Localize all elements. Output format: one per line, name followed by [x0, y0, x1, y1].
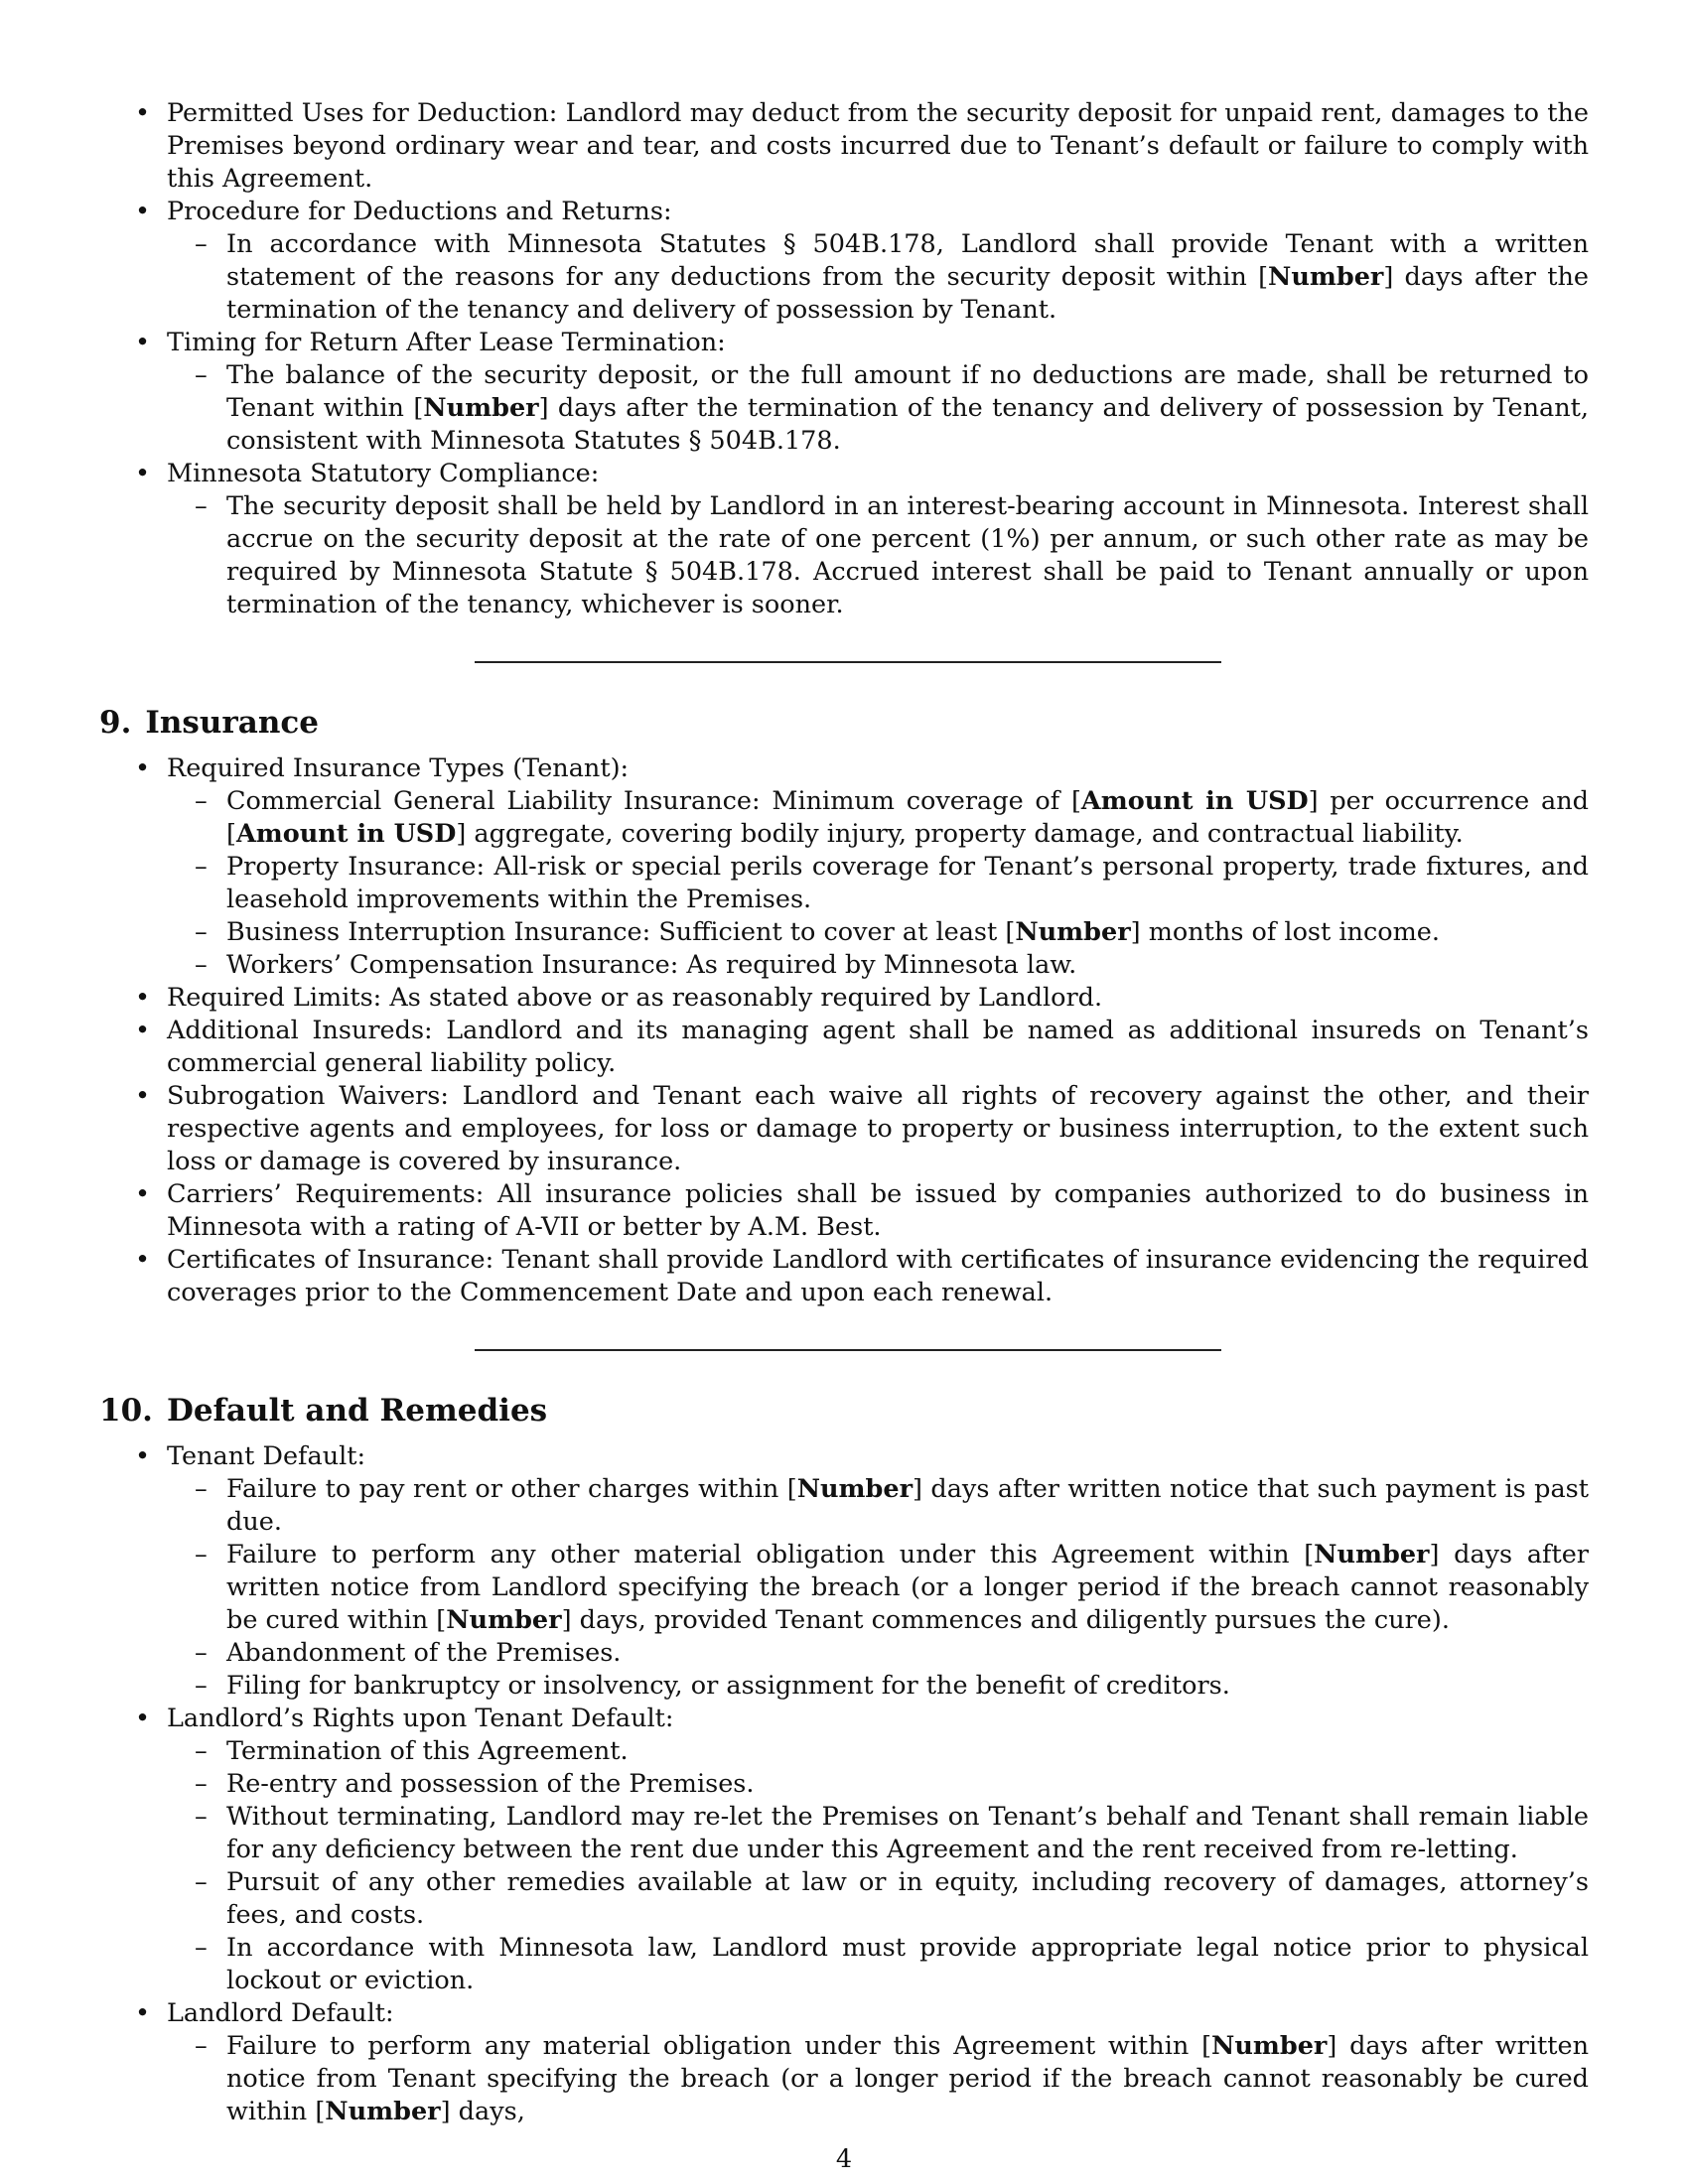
sub-list-item: – Re-entry and possession of the Premises. [167, 1768, 1589, 1801]
list-item: • Subrogation Waivers: Landlord and Tenant each waive all rights of recovery against the other, and their respective agents and employees, for loss or damage to property or business interruption, to the extent such loss or damage is covered by insurance. [99, 1080, 1589, 1178]
list-item: • Certificates of Insurance: Tenant shall provide Landlord with certificates of insurance evidencing the required coverages prior to the Commencement Date and upon each renewal. [99, 1244, 1589, 1309]
sub-list [167, 1735, 1589, 1997]
sub-list [167, 1473, 1589, 1703]
sub-list-item: – Failure to perform any other material obligation under this Agreement within [Number] days after written notice from Landlord specifying the breach (or a longer period if the breach cannot reasonably be cured within [Number] days, provided Tenant commences and diligently pursues the cure). [167, 1539, 1589, 1637]
list-item: • Permitted Uses for Deduction: Landlord may deduct from the security deposit for unpaid rent, damages to the Premises beyond ordinary wear and tear, and costs incurred due to Tenant’s default or failure to comply with this Agreement. [99, 97, 1589, 196]
security-deposit-list [99, 97, 1589, 621]
sub-list-item: – Business Interruption Insurance: Sufficient to cover at least [Number] months of lost income. [167, 916, 1589, 949]
list-item: • Required Limits: As stated above or as reasonably required by Landlord. [99, 982, 1589, 1015]
sub-list-item: – Property Insurance: All-risk or special perils coverage for Tenant’s personal property, trade fixtures, and leasehold improvements within the Premises. [167, 851, 1589, 916]
sub-list-item: – The balance of the security deposit, or the full amount if no deductions are made, shall be returned to Tenant within [Number] days after the termination of the tenancy and delivery of possession by Tenant, consistent with Minnesota Statutes § 504B.178. [167, 359, 1589, 458]
sub-list-item: – Termination of this Agreement. [167, 1735, 1589, 1768]
sub-list-item: – In accordance with Minnesota law, Landlord must provide appropriate legal notice prior to physical lockout or eviction. [167, 1932, 1589, 1997]
sub-list-item: – Without terminating, Landlord may re-let the Premises on Tenant’s behalf and Tenant shall remain liable for any deficiency between the rent due under this Agreement and the rent received from re-letting. [167, 1801, 1589, 1866]
sub-list-item: – Failure to pay rent or other charges within [Number] days after written notice that such payment is past due. [167, 1473, 1589, 1539]
sub-list-item: – Abandonment of the Premises. [167, 1637, 1589, 1670]
sub-list-item: – Failure to perform any material obligation under this Agreement within [Number] days after written notice from Tenant specifying the breach (or a longer period if the breach cannot reasonably be cured within [Number] days, [167, 2030, 1589, 2128]
sub-list-item: – Pursuit of any other remedies available at law or in equity, including recovery of damages, attorney’s fees, and costs. [167, 1866, 1589, 1932]
list-item: • Timing for Return After Lease Termination: – The balance of the security deposit, or the full amount if no deductions are made, shall be returned to Tenant within [Number] days after the termination of the tenancy and delivery of possession by Tenant, consistent with Minnesota Statutes § 504B.178. [99, 327, 1589, 458]
sub-list [167, 785, 1589, 982]
sub-list-item: – Commercial General Liability Insurance: Minimum coverage of [Amount in USD] per occurrence and [Amount in USD] aggregate, covering bodily injury, property damage, and contractual liability. [167, 785, 1589, 851]
list-item: • Procedure for Deductions and Returns: – In accordance with Minnesota Statutes § 504B.178, Landlord shall provide Tenant with a written statement of the reasons for any deductions from the security deposit within [Number] days after the termination of the tenancy and delivery of possession by Tenant. [99, 196, 1589, 327]
sub-list [167, 359, 1589, 458]
sub-list [167, 490, 1589, 621]
sub-list-item: – Filing for bankruptcy or insolvency, or assignment for the benefit of creditors. [167, 1670, 1589, 1703]
list-item: • Carriers’ Requirements: All insurance policies shall be issued by companies authorized to do business in Minnesota with a rating of A-VII or better by A.M. Best. [99, 1178, 1589, 1244]
sub-list-item: – The security deposit shall be held by Landlord in an interest-bearing account in Minnesota. Interest shall accrue on the security deposit at the rate of one percent (1%) per annum, or such other rate as may be required by Minnesota Statute § 504B.178. Accrued interest shall be paid to Tenant annually or upon termination of the tenancy, whichever is sooner. [167, 490, 1589, 621]
list-item: • Additional Insureds: Landlord and its managing agent shall be named as additional insureds on Tenant’s commercial general liability policy. [99, 1015, 1589, 1080]
sub-list [167, 2030, 1589, 2128]
list-item: • Minnesota Statutory Compliance: – The security deposit shall be held by Landlord in an interest-bearing account in Minnesota. Interest shall accrue on the security deposit at the rate of one percent (1%) per annum, or such other rate as may be required by Minnesota Statute § 504B.178. Accrued interest shall be paid to Tenant annually or upon termination of the tenancy, whichever is sooner. [99, 458, 1589, 621]
section-heading-insurance: 9. Insurance [99, 705, 319, 741]
insurance-list [99, 752, 1589, 1309]
list-item: • Landlord’s Rights upon Tenant Default: – Termination of this Agreement. – Re-entry and possession of the Premises. – Without terminating, Landlord may re-let the Premises on Tenant’s behalf and Tenant shall remain liable for any deficiency between the rent due under this Agreement and the rent received from re-letting. – Pursuit of any other remedies available at law or in equity, including recovery of damages, attorney’s fees, and costs. – In accordance with Minnesota law, Landlord must provide appropriate legal notice prior to physical lockout or eviction. [99, 1703, 1589, 1997]
list-item: • Required Insurance Types (Tenant): – Commercial General Liability Insurance: Minimum coverage of [Amount in USD] per occurrence and [Amount in USD] aggregate, covering bodily injury, property damage, and contractual liability. – Property Insurance: All-risk or special perils coverage for Tenant’s personal property, trade fixtures, and leasehold improvements within the Premises. – Business Interruption Insurance: Sufficient to cover at least [Number] months of lost income. – Workers’ Compensation Insurance: As required by Minnesota law. [99, 752, 1589, 982]
list-item: • Landlord Default: – Failure to perform any material obligation under this Agreement within [Number] days after written notice from Tenant specifying the breach (or a longer period if the breach cannot reasonably be cured within [Number] days, [99, 1997, 1589, 2128]
sub-list-item: – In accordance with Minnesota Statutes § 504B.178, Landlord shall provide Tenant with a written statement of the reasons for any deductions from the security deposit within [Number] days after the termination of the tenancy and delivery of possession by Tenant. [167, 228, 1589, 327]
default-list [99, 1440, 1589, 2128]
sub-list-item: – Workers’ Compensation Insurance: As required by Minnesota law. [167, 949, 1589, 982]
section-heading-default: 10. Default and Remedies [99, 1393, 548, 1429]
list-item: • Tenant Default: – Failure to pay rent or other charges within [Number] days after written notice that such payment is past due. – Failure to perform any other material obligation under this Agreement within [Number] days after written notice from Landlord specifying the breach (or a longer period if the breach cannot reasonably be cured within [Number] days, provided Tenant commences and diligently pursues the cure). – Abandonment of the Premises. – Filing for bankruptcy or insolvency, or assignment for the benefit of creditors. [99, 1440, 1589, 1703]
page-number: 4 [835, 2144, 853, 2174]
document-page [99, 97, 1589, 2128]
sub-list [167, 228, 1589, 327]
